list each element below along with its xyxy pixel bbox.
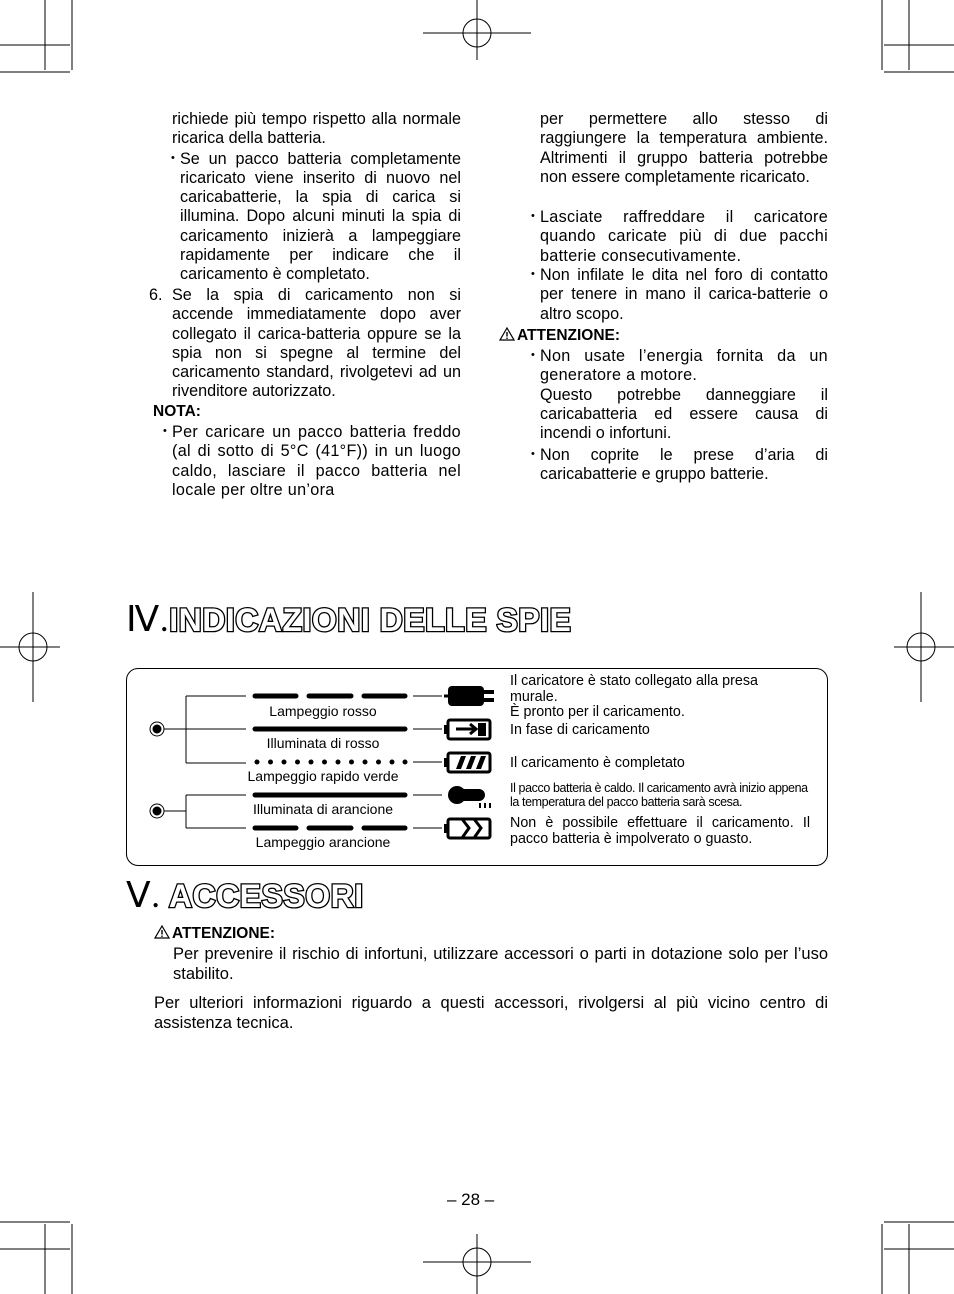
bullet-dot: •: [163, 425, 168, 437]
faulty-battery-icon: [444, 819, 490, 838]
nota-text: Per caricare un pacco batteria freddo (al di sotto di 5°C (41°F)) in un luogo caldo, lasciare il pacco batteria nel locale per oltre un’ora: [172, 423, 461, 499]
desc-plugged-in: Il caricatore è stato collegato alla presa murale.: [510, 673, 758, 705]
attenzione-heading-right: [499, 327, 620, 345]
item-6-number: 6.: [149, 286, 163, 304]
page-number: – 28 –: [447, 1190, 495, 1209]
desc-completed: Il caricamento è completato: [510, 755, 685, 771]
section-5-heading: [126, 874, 364, 916]
desc-faulty: Non è possibile effettuare il caricamento. Il pacco batteria è impolverato o guasto.: [510, 815, 810, 847]
section-5-roman: Ⅴ.: [126, 875, 161, 915]
desc-hot-battery: Il pacco batteria è caldo. Il caricamento avrà inizio appena la temperatura del pacco batteria sarà scesa.: [510, 781, 808, 809]
bullet-dot: •: [171, 151, 175, 164]
label-lampeggio-rapido-verde: Lampeggio rapido verde: [247, 768, 399, 784]
section-4-roman: Ⅳ.: [126, 599, 170, 639]
desc-ready: È pronto per il caricamento.: [510, 704, 685, 720]
label-lampeggio-rosso: Lampeggio rosso: [269, 703, 377, 719]
bullet-dot: •: [531, 210, 536, 222]
bullet-cool-charger: [531, 208, 828, 266]
thermometer-icon: [448, 786, 491, 808]
bullet-text: Non coprite le prese d’aria di caricabatterie e gruppo batterie.: [540, 446, 828, 484]
bullet-dot: •: [531, 349, 536, 361]
bullet-text: Non usate l’energia fornita da un generatore a motore.: [540, 347, 828, 385]
left-column: [172, 110, 461, 285]
attenzione-text: Per prevenire il rischio di infortuni, utilizzare accessori o parti in dotazione solo per l’uso stabilito.: [173, 945, 828, 983]
label-illuminata-arancione: Illuminata di arancione: [252, 801, 394, 817]
bullet-completed-pack: [171, 150, 461, 285]
label-illuminata-rosso: Illuminata di rosso: [266, 735, 380, 751]
attenzione-label: ATTENZIONE:: [517, 327, 621, 344]
section-5-title: ACCESSORI: [168, 878, 364, 914]
nota-bullet: [163, 423, 461, 500]
section-4-heading: [126, 598, 571, 640]
accessori-paragraph: Per ulteriori informazioni riguardo a questi accessori, rivolgersi al più vicino centro di assistenza tecnica.: [154, 994, 828, 1032]
right-continuation: per permettere allo stesso di raggiungere la temperatura ambiente. Altrimenti il gruppo batteria potrebbe non essere completamente ricaricato.: [540, 110, 828, 186]
bullet-vents: [531, 446, 828, 485]
attenzione-label: ATTENZIONE:: [172, 925, 276, 942]
ready-battery-icon: [444, 720, 490, 739]
warning-icon: [499, 327, 515, 341]
bullet-dot: •: [531, 268, 535, 280]
section-4-title: INDICAZIONI DELLE SPIE: [169, 602, 572, 638]
left-continuation: richiede più tempo rispetto alla normale ricarica della batteria.: [172, 110, 461, 148]
bullet-text: Se un pacco batteria completamente ricaricato viene inserito di nuovo nel caricabatterie, la spia di carica si illumina. Dopo alcuni minuti la spia di caricamento inizierà a lampeggiare rapidamente per indicare che il caricamento è completato.: [180, 149, 461, 284]
item-6-text: Se la spia di caricamento non si accende immediatamente dopo aver collegato il carica-batteria oppure se la spia non si spegne al termine del caricamento standard, rivolgetevi ad un rivenditore autorizzato.: [172, 286, 461, 401]
bullet-fingers: [531, 266, 828, 324]
plug-icon: [444, 686, 494, 706]
bullet-generator: [531, 347, 828, 443]
charging-battery-icon: [444, 753, 490, 772]
bullet-continuation: Questo potrebbe danneggiare il caricabatteria ed essere causa di incendi o infortuni.: [540, 385, 828, 443]
bullet-text: Lasciate raffreddare il caricatore quando caricate più di due pacchi batterie consecutivamente.: [540, 208, 828, 265]
bullet-text: Non infilate le dita nel foro di contatto per tenere in mano il carica-batterie o altro scopo.: [540, 266, 828, 323]
desc-charging: In fase di caricamento: [510, 722, 650, 738]
label-lampeggio-arancione: Lampeggio arancione: [255, 834, 391, 850]
bullet-dot: •: [531, 448, 535, 460]
attenzione-heading-accessori: [154, 925, 275, 943]
nota-heading: NOTA:: [153, 403, 201, 420]
warning-icon: [154, 925, 170, 939]
